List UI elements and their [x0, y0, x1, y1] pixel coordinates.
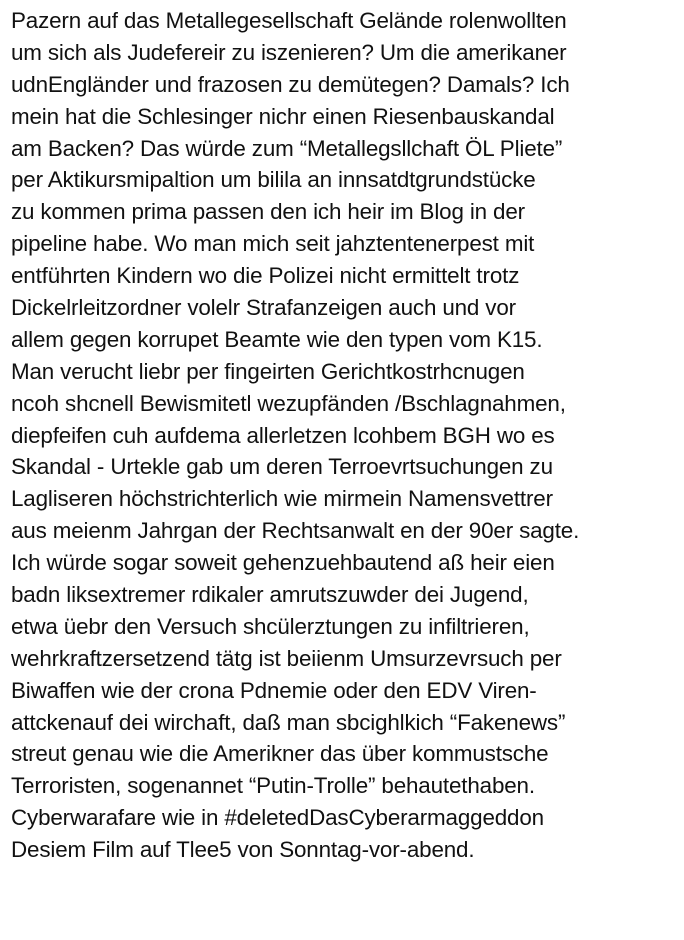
text-line: badn liksextremer rdikaler amrutszuwder dei Jugend,	[11, 582, 529, 608]
text-line: wehrkraftzersetzend tätg ist beiienm Umsurzevrsuch per	[11, 645, 562, 671]
text-line: udnEngländer und frazosen zu demütegen? Damals? Ich	[11, 71, 570, 97]
text-line: attckenauf dei wirchaft, daß man sbcighlkich “Fakenews”	[11, 709, 566, 735]
text-line: zu kommen prima passen den ich heir im Blog in der	[11, 199, 525, 225]
text-line: Desiem Film auf Tlee5 von Sonntag-vor-abend.	[11, 837, 475, 863]
text-line: Skandal - Urtekle gab um deren Terroevrtsuchungen zu	[11, 454, 553, 480]
text-line: entführten Kindern wo die Polizei nicht ermittelt trotz	[11, 263, 520, 289]
text-line: ncoh shcnell Bewismitetl wezupfänden /Bschlagnahmen,	[11, 390, 566, 416]
text-line: mein hat die Schlesinger nichr einen Riesenbauskandal	[11, 103, 555, 129]
text-line: etwa üebr den Versuch shcülerztungen zu infiltrieren,	[11, 613, 530, 639]
text-line: Biwaffen wie der crona Pdnemie oder den EDV Viren-	[11, 677, 537, 703]
text-line: Lagliseren höchstrichterlich wie mirmein Namensvettrer	[11, 486, 553, 512]
text-line: Man verucht liebr per fingeirten Gerichtkostrhcnugen	[11, 358, 525, 384]
text-line: Dickelrleitzordner volelr Strafanzeigen auch und vor	[11, 295, 516, 321]
text-line: Terroristen, sogenannet “Putin-Trolle” behautethaben.	[11, 773, 535, 799]
text-line: aus meienm Jahrgan der Rechtsanwalt en der 90er sagte.	[11, 518, 580, 544]
text-line: Pazern auf das Metallegesellschaft Gelände rolenwollten	[11, 8, 567, 33]
text-line: Ich würde sogar soweit gehenzuehbautend aß heir eien	[11, 550, 555, 576]
text-line: per Aktikursmipaltion um bilila an innsatdtgrundstücke	[11, 167, 536, 193]
text-line: pipeline habe. Wo man mich seit jahztentenerpest mit	[11, 231, 535, 257]
text-line: diepfeifen cuh aufdema allerletzen lcohbem BGH wo es	[11, 422, 555, 448]
body-text	[11, 5, 681, 866]
text-line: streut genau wie die Amerikner das über kommustsche	[11, 741, 549, 767]
text-line: am Backen? Das würde zum “Metallegsllchaft ÖL Pliete”	[11, 135, 563, 161]
text-line: allem gegen korrupet Beamte wie den typen vom K15.	[11, 326, 543, 352]
text-line: Cyberwarafare wie in #deletedDasCyberarmaggeddon	[11, 805, 544, 831]
text-line: um sich als Judefereir zu iszenieren? Um die amerikaner	[11, 39, 567, 65]
